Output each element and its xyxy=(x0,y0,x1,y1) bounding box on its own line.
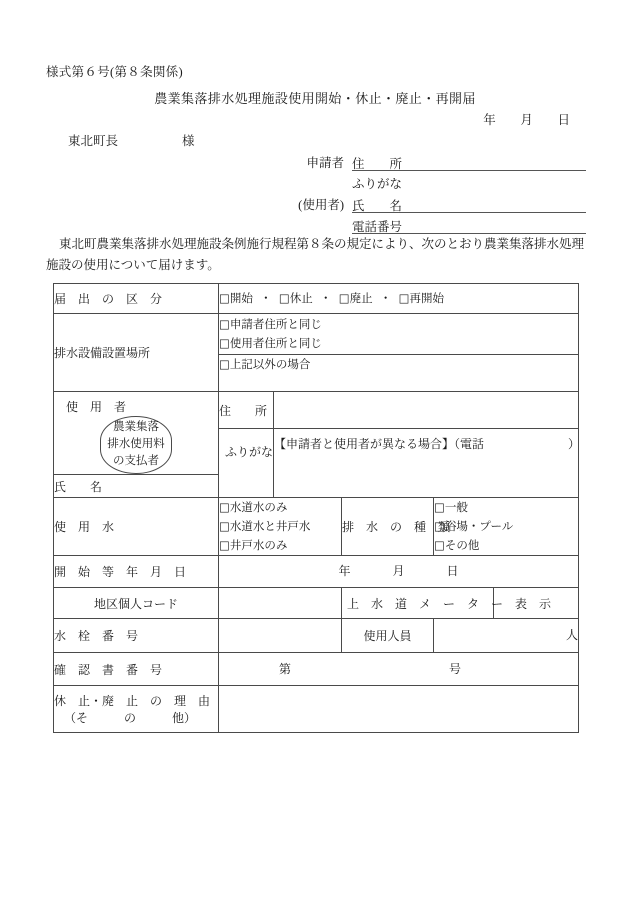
applicant-address-input[interactable] xyxy=(404,153,586,171)
install-location-options-bottom xyxy=(219,355,579,392)
user-tag: (使用者) xyxy=(298,198,344,212)
confirm-number-input[interactable] xyxy=(219,653,579,686)
user-count-unit: 人 xyxy=(566,628,579,642)
payer-line-1: 農業集落 xyxy=(113,421,159,433)
reason-label-line2: （そ の 他） xyxy=(64,711,197,725)
applicant-block xyxy=(286,150,586,234)
checkbox-general[interactable]: □一般 xyxy=(434,500,468,514)
user-address-label: 住 所 xyxy=(219,392,274,429)
date-year: 年 xyxy=(483,113,496,127)
applicant-name-label: 氏 名 xyxy=(352,196,404,213)
date-day: 日 xyxy=(557,113,570,127)
sep-1: ・ xyxy=(259,291,272,305)
start-date-label: 開 始 等 年 月 日 xyxy=(54,556,219,588)
checkbox-same-as-applicant[interactable]: □申請者住所と同じ xyxy=(219,317,322,331)
applicant-phone-row xyxy=(286,213,586,234)
user-furigana-label: ふりがな xyxy=(219,429,274,475)
tap-number-input[interactable] xyxy=(219,619,342,653)
checkbox-same-as-user[interactable]: □使用者住所と同じ xyxy=(219,336,322,350)
reason-input[interactable] xyxy=(219,686,579,733)
applicant-name-row xyxy=(286,192,586,213)
main-form-table xyxy=(53,283,579,733)
checkbox-start[interactable]: □開始 xyxy=(219,291,253,305)
applicant-furigana-input[interactable] xyxy=(404,175,586,192)
addressee-honorific: 様 xyxy=(182,134,195,148)
applicant-furigana-row xyxy=(286,171,586,192)
reason-label-line1: 休 止・廃 止 の 理 由 xyxy=(54,694,211,708)
user-address-input[interactable] xyxy=(274,392,579,429)
row-confirm-number xyxy=(54,653,579,686)
row-start-date xyxy=(54,556,579,588)
district-code-boxes[interactable] xyxy=(219,588,342,619)
confirm-number-label: 確 認 書 番 号 xyxy=(54,653,219,686)
drain-type-label: 排 水 の 種 類 xyxy=(342,498,434,556)
sep-2: ・ xyxy=(319,291,332,305)
start-date-value[interactable] xyxy=(219,556,579,588)
install-location-label: 排水設備設置場所 xyxy=(54,314,219,392)
applicant-furigana-label: ふりがな xyxy=(352,177,403,191)
applicant-name-input[interactable] xyxy=(404,195,586,213)
notification-type-label: 届 出 の 区 分 xyxy=(54,284,219,314)
date-month: 月 xyxy=(520,113,533,127)
row-user-address xyxy=(54,392,579,429)
applicant-phone-input[interactable] xyxy=(404,216,586,234)
water-used-label: 使 用 水 xyxy=(54,498,219,556)
drain-type-options xyxy=(434,498,579,556)
row-code-meter xyxy=(54,588,579,619)
checkbox-bath-pool[interactable]: □浴場・プール xyxy=(434,519,514,533)
checkbox-well-only[interactable]: □井戸水のみ xyxy=(219,538,288,552)
user-count-label: 使用人員 xyxy=(342,619,434,653)
applicant-address-label: 住 所 xyxy=(352,154,404,171)
tap-number-label: 水 栓 番 号 xyxy=(54,619,219,653)
user-name-label: 氏 名 xyxy=(54,475,219,498)
row-install-location-top xyxy=(54,314,579,355)
checkbox-other-location[interactable]: □上記以外の場合 xyxy=(219,357,311,371)
payer-oval xyxy=(100,416,172,474)
checkbox-restart[interactable]: □再開始 xyxy=(398,291,444,305)
row-water xyxy=(54,498,579,556)
date-line xyxy=(483,110,570,128)
payer-line-2: 排水使用料 xyxy=(107,438,165,450)
user-name-note: 【申請者と使用者が異なる場合】（電話 ） xyxy=(274,429,579,498)
body-paragraph: 東北町農業集落排水処理施設条例施行規程第８条の規定により、次のとおり農業集落排水処理施設の使用について届けます。 xyxy=(46,237,585,272)
install-location-options-top xyxy=(219,314,579,355)
form-number: 様式第６号(第８条関係) xyxy=(46,65,183,79)
notification-type-options xyxy=(219,284,579,314)
checkbox-tap-and-well[interactable]: □水道水と井戸水 xyxy=(219,519,311,533)
checkbox-abolish[interactable]: □廃止 xyxy=(338,291,373,305)
sep-3: ・ xyxy=(379,291,392,305)
user-label: 使 用 者 xyxy=(66,400,127,414)
start-date-month: 月 xyxy=(392,564,405,578)
payer-line-3: の支払者 xyxy=(113,455,159,467)
applicant-phone-label: 電話番号 xyxy=(352,217,404,234)
water-used-options xyxy=(219,498,342,556)
row-reason xyxy=(54,686,579,733)
payer-oval-wrap xyxy=(54,416,218,474)
confirm-number-prefix: 第 xyxy=(279,661,292,676)
checkbox-drain-other[interactable]: □その他 xyxy=(434,538,480,552)
water-meter-label: 上 水 道 メ ー タ ー 表 示 xyxy=(342,588,494,619)
reason-label xyxy=(54,686,219,733)
start-date-year: 年 xyxy=(338,564,351,578)
checkbox-suspend[interactable]: □休止 xyxy=(278,291,313,305)
addressee-line xyxy=(68,131,195,149)
row-notification-type xyxy=(54,284,579,314)
applicant-address-row xyxy=(286,150,586,171)
row-tap-usercount xyxy=(54,619,579,653)
district-code-label: 地区個人コード xyxy=(54,588,219,619)
checkbox-tap-only[interactable]: □水道水のみ xyxy=(219,500,288,514)
applicant-tag: 申請者 xyxy=(306,156,344,170)
start-date-day: 日 xyxy=(446,564,459,578)
user-label-cell xyxy=(54,392,219,475)
document-title: 農業集落排水処理施設使用開始・休止・廃止・再開届 xyxy=(154,91,476,106)
confirm-number-suffix: 号 xyxy=(449,661,462,676)
user-count-input[interactable] xyxy=(434,619,579,653)
addressee-name: 東北町長 xyxy=(68,134,119,148)
